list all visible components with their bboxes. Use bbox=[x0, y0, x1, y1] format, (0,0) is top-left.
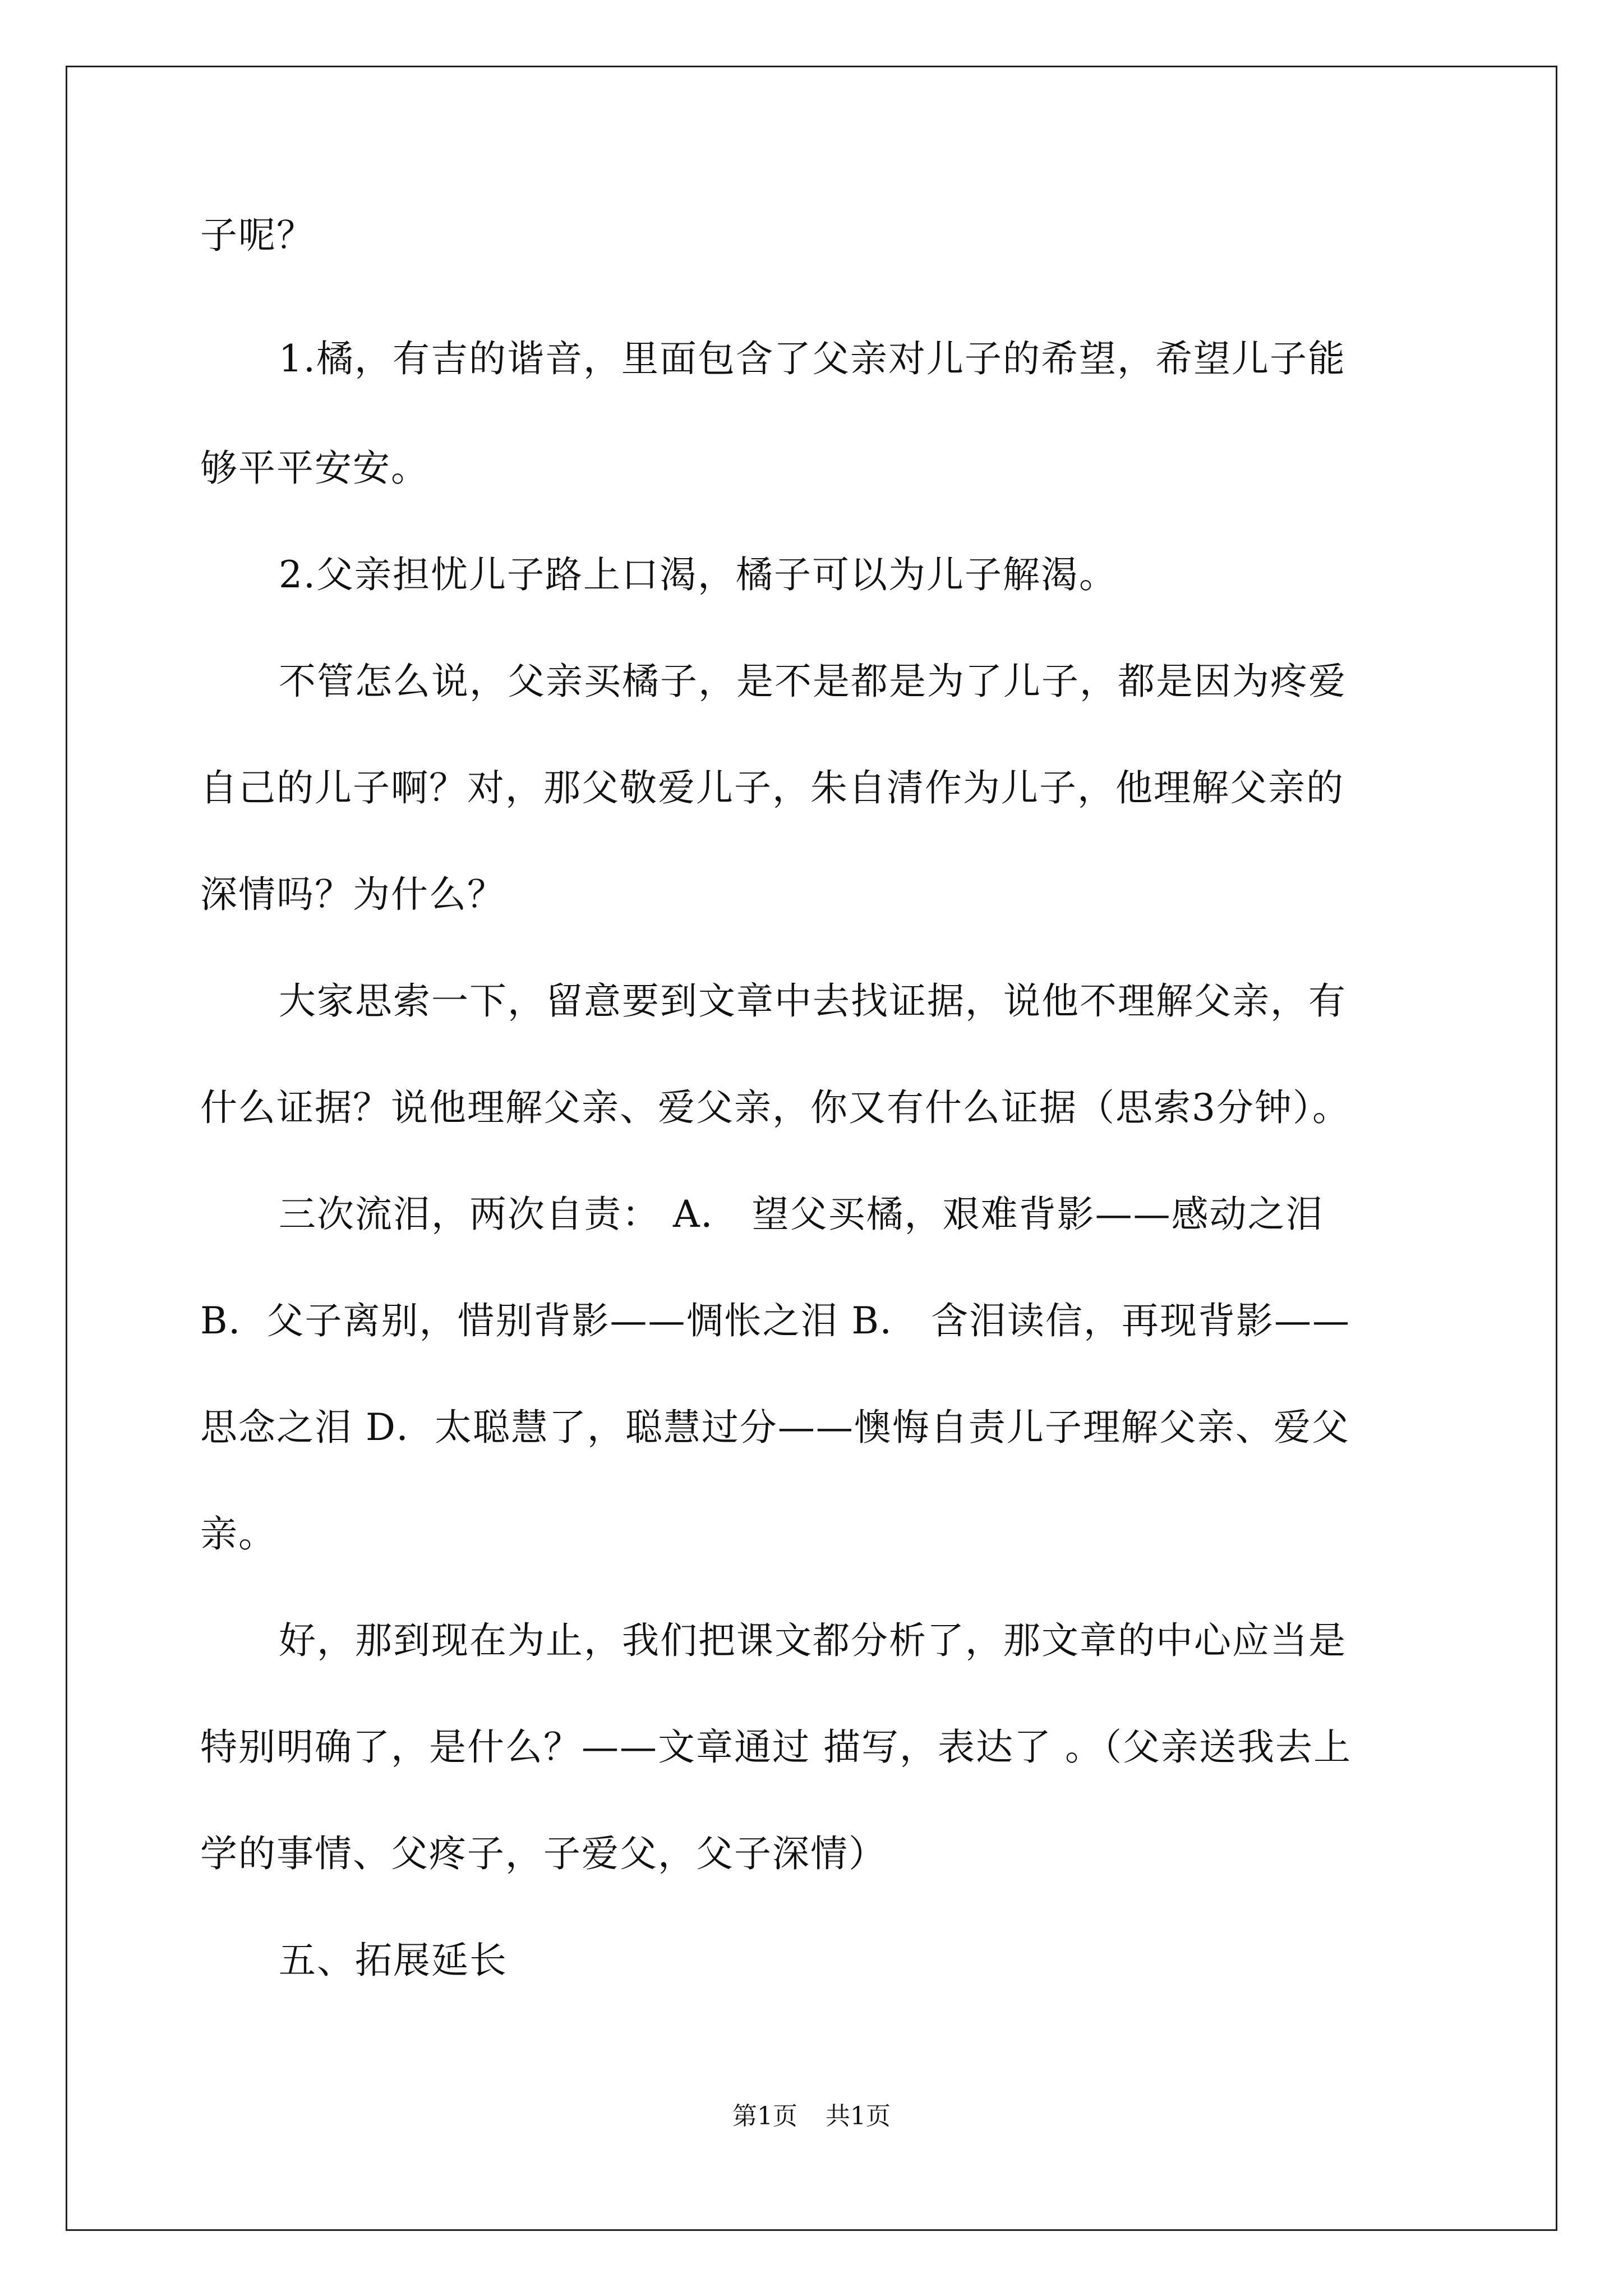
page-number: 第1页 bbox=[732, 2102, 797, 2131]
text-line: 学的事情、父疼子，子爱父，父子深情） bbox=[200, 1832, 887, 1875]
text-line: 亲。 bbox=[200, 1512, 276, 1556]
text-line: 思念之泪 D．太聪慧了，聪慧过分——懊悔自责儿子理解父亲、爱父 bbox=[200, 1406, 1350, 1449]
section-heading: 五、拓展延长 bbox=[279, 1939, 508, 1982]
text-line: 自己的儿子啊？对，那父敬爱儿子，朱自清作为儿子，他理解父亲的 bbox=[200, 766, 1344, 809]
text-line: 不管怎么说，父亲买橘子，是不是都是为了儿子，都是因为疼爱 bbox=[279, 660, 1347, 703]
text-line: 好，那到现在为止，我们把课文都分析了，那文章的中心应当是 bbox=[279, 1619, 1347, 1662]
text-line: B．父子离别，惜别背影——惆怅之泪 B． 含泪读信，再现背影—— bbox=[200, 1299, 1350, 1342]
text-line: 三次流泪，两次自责： A． 望父买橘，艰难背影——感动之泪 bbox=[279, 1193, 1324, 1236]
text-line: 大家思索一下，留意要到文章中去找证据，说他不理解父亲，有 bbox=[279, 979, 1347, 1023]
page-footer bbox=[0, 2101, 1623, 2132]
page-border bbox=[66, 66, 1557, 2231]
text-line: 深情吗？为什么？ bbox=[200, 873, 505, 916]
text-line: 1.橘，有吉的谐音，里面包含了父亲对儿子的希望，希望儿子能 bbox=[279, 337, 1346, 380]
text-line: 什么证据？说他理解父亲、爱父亲，你又有什么证据（思索3分钟）。 bbox=[200, 1086, 1350, 1129]
text-line: 子呢？ bbox=[200, 214, 315, 257]
text-line: 特别明确了，是什么？——文章通过 描写，表达了 。（父亲送我去上 bbox=[200, 1726, 1352, 1769]
text-line: 2.父亲担忧儿子路上口渴，橘子可以为儿子解渴。 bbox=[279, 553, 1117, 596]
page-total: 共1页 bbox=[826, 2102, 891, 2131]
text-line: 够平平安安。 bbox=[200, 447, 429, 490]
